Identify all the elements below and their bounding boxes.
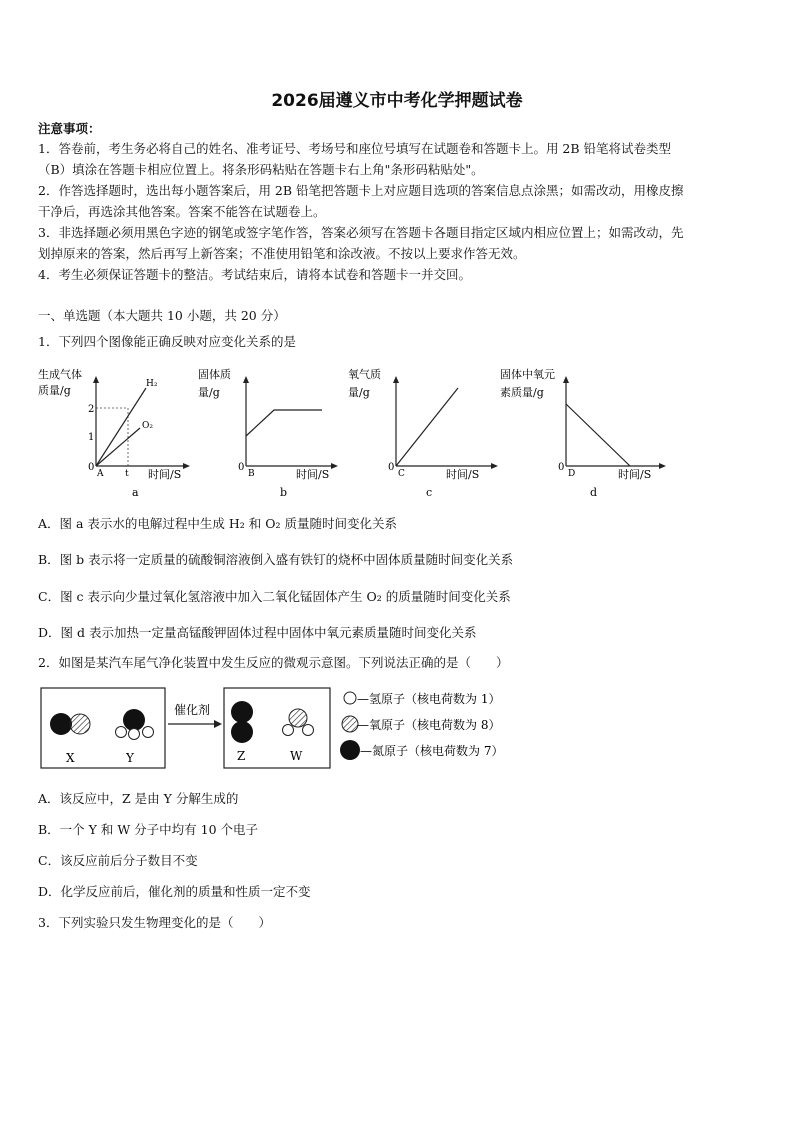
hydrogen-atom xyxy=(143,727,154,738)
notice-line: （B）填涂在答题卡相应位置上。将条形码粘贴在答题卡右上角"条形码粘贴处"。 xyxy=(38,162,484,177)
notice-line: 1．答卷前，考生务必将自己的姓名、准考证号、考场号和座位号填写在试题卷和答题卡上。用 2B 铅笔将试卷类型 xyxy=(38,141,672,156)
question-2-stem: 2．如图是某汽车尾气净化装置中发生反应的微观示意图。下列说法正确的是（ ） xyxy=(38,655,509,670)
graph-b-origin: 0 xyxy=(238,462,245,473)
notice-heading: 注意事项： xyxy=(38,121,101,136)
molecule-z-label: Z xyxy=(237,749,246,763)
molecule-x-label: X xyxy=(66,751,75,765)
graph-a-tick: 1 xyxy=(88,432,95,443)
graph-c-ylabel: 氧气质 xyxy=(348,368,381,381)
graph-a-tick: 2 xyxy=(88,404,95,415)
question-1-option-b[interactable]: B．图 b 表示将一定质量的硫酸铜溶液倒入盛有铁钉的烧杯中固体质量随时间变化关系 xyxy=(38,552,514,567)
graph-a xyxy=(36,364,196,504)
oxygen-atom xyxy=(289,709,307,727)
reaction-diagram xyxy=(40,686,540,776)
question-1-stem: 1．下列四个图像能正确反映对应变化关系的是 xyxy=(38,334,296,349)
graph-d-xlabel: 时间/S xyxy=(618,468,652,481)
section-heading: 一、单选题（本大题共 10 小题，共 20 分） xyxy=(38,308,286,323)
hydrogen-atom xyxy=(129,729,140,740)
graph-a-tick: t xyxy=(125,469,129,479)
notice-line: 4．考生必须保证答题卡的整洁。考试结束后，请将本试卷和答题卡一并交回。 xyxy=(38,267,471,282)
oxygen-atom xyxy=(70,714,90,734)
notice-line: 干净后，再选涂其他答案。答案不能答在试题卷上。 xyxy=(38,204,326,219)
graph-b-ylabel: 固体质 xyxy=(198,368,231,381)
legend-oxygen-icon xyxy=(342,716,358,732)
graph-a-xlabel: 时间/S xyxy=(148,468,182,481)
legend-hydrogen: —氢原子（核电荷数为 1） xyxy=(357,692,501,706)
graph-d-origin: 0 xyxy=(558,462,565,473)
question-2-option-a[interactable]: A．该反应中，Z 是由 Y 分解生成的 xyxy=(38,791,239,806)
graph-c-origin: 0 xyxy=(388,462,395,473)
graph-c xyxy=(346,364,506,504)
question-2-option-d[interactable]: D．化学反应前后，催化剂的质量和性质一定不变 xyxy=(38,884,311,899)
graph-a-corner: A xyxy=(97,469,104,479)
graph-b xyxy=(196,364,356,504)
graph-a-ylabel: 生成气体 xyxy=(38,368,82,381)
question-3-stem: 3．下列实验只发生物理变化的是（ ） xyxy=(38,915,271,930)
graph-a-caption: a xyxy=(132,486,139,499)
graph-d-ylabel: 固体中氧元 xyxy=(500,368,555,381)
hydrogen-atom xyxy=(116,727,127,738)
graph-d-ylabel: 素质量/g xyxy=(500,386,544,399)
legend-nitrogen: —氮原子（核电荷数为 7） xyxy=(360,744,504,758)
nitrogen-atom xyxy=(231,701,253,723)
graph-d-caption: d xyxy=(590,486,598,499)
hydrogen-atom xyxy=(303,725,314,736)
graph-b-corner: B xyxy=(248,469,255,479)
graph-d-corner: D xyxy=(568,469,576,479)
graph-a-origin: 0 xyxy=(88,462,95,473)
graph-c-caption: c xyxy=(426,486,433,499)
question-2-option-c[interactable]: C．该反应前后分子数目不变 xyxy=(38,853,198,868)
legend-oxygen: —氧原子（核电荷数为 8） xyxy=(357,718,501,732)
notice-line: 2．作答选择题时，选出每小题答案后，用 2B 铅笔把答题卡上对应题目选项的答案信息点涂黑；如需改动，用橡皮擦 xyxy=(38,183,684,198)
hydrogen-atom xyxy=(283,725,294,736)
molecule-w-label: W xyxy=(290,749,303,763)
graph-d xyxy=(498,364,674,504)
graph-a-o2-label: O₂ xyxy=(142,421,153,431)
nitrogen-atom xyxy=(50,713,72,735)
legend-hydrogen-icon xyxy=(344,692,356,704)
catalyst-label: 催化剂 xyxy=(174,703,211,717)
notice-line: 3．非选择题必须用黑色字迹的钢笔或签字笔作答，答案必须写在答题卡各题目指定区域内相应位置上；如需改动，先 xyxy=(38,225,684,240)
graph-a-ylabel: 质量/g xyxy=(38,384,71,397)
graph-c-corner: C xyxy=(398,469,405,479)
graph-b-xlabel: 时间/S xyxy=(296,468,330,481)
page-title: 2026届遵义市中考化学押题试卷 xyxy=(271,91,523,111)
nitrogen-atom xyxy=(231,721,253,743)
graph-c-xlabel: 时间/S xyxy=(446,468,480,481)
question-1-option-a[interactable]: A．图 a 表示水的电解过程中生成 H₂ 和 O₂ 质量随时间变化关系 xyxy=(38,516,397,531)
legend-nitrogen-icon xyxy=(340,740,360,760)
graph-b-ylabel: 量/g xyxy=(198,386,220,399)
graph-b-caption: b xyxy=(280,486,288,499)
molecule-y-label: Y xyxy=(126,751,134,765)
notice-line: 划掉原来的答案，然后再写上新答案；不准使用铅笔和涂改液。不按以上要求作答无效。 xyxy=(38,246,526,261)
question-1-option-c[interactable]: C．图 c 表示向少量过氧化氢溶液中加入二氧化锰固体产生 O₂ 的质量随时间变化关系 xyxy=(38,589,511,604)
nitrogen-atom xyxy=(123,709,145,731)
graph-c-ylabel: 量/g xyxy=(348,386,370,399)
graph-a-h2-label: H₂ xyxy=(146,379,158,389)
question-1-option-d[interactable]: D．图 d 表示加热一定量高锰酸钾固体过程中固体中氧元素质量随时间变化关系 xyxy=(38,625,477,640)
question-2-option-b[interactable]: B．一个 Y 和 W 分子中均有 10 个电子 xyxy=(38,822,259,837)
